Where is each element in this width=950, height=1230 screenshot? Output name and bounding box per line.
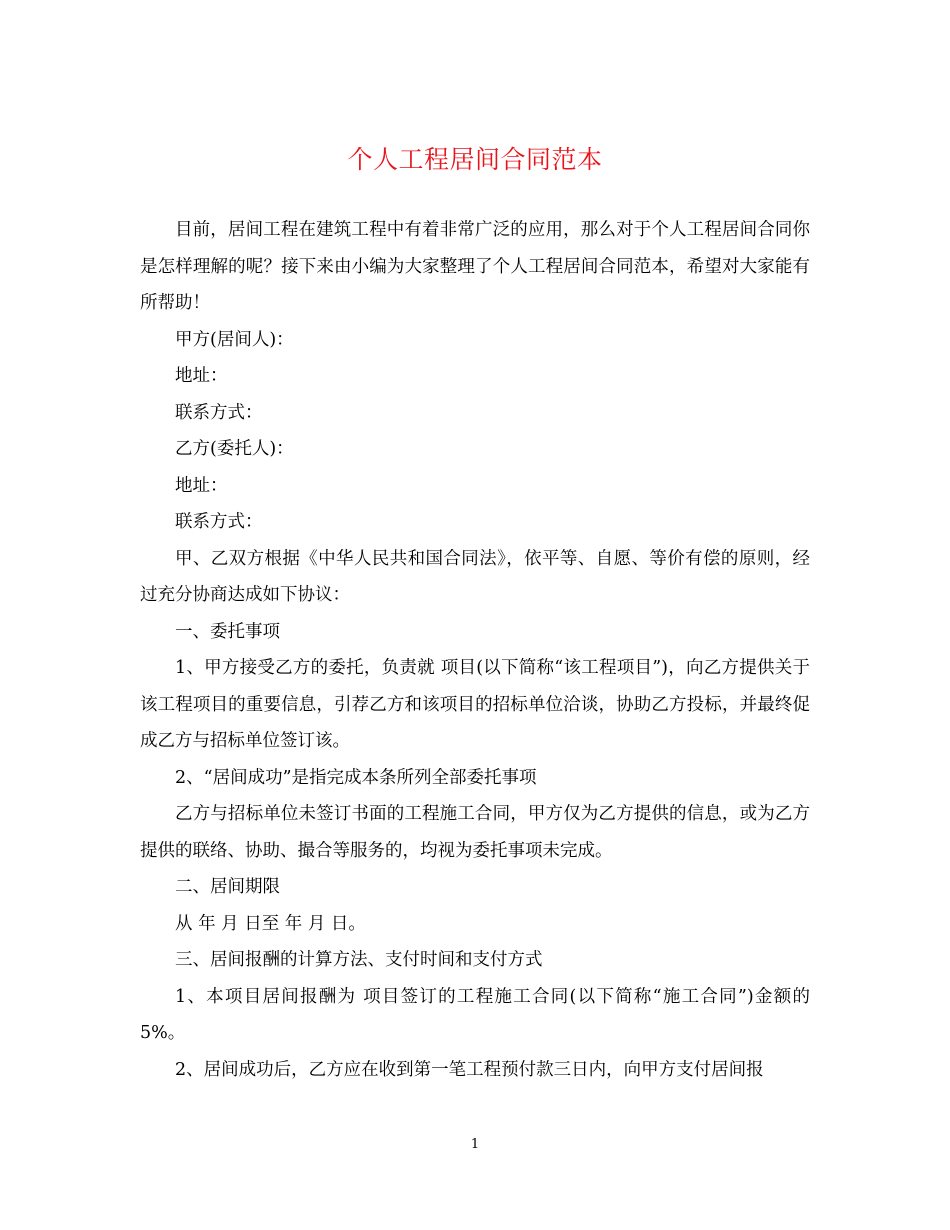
- document-body: [140, 212, 810, 1088]
- party-b-line: 乙方(委托人)：: [175, 439, 294, 459]
- clause-1-2: 2、“居间成功”是指完成本条所列全部委托事项: [175, 767, 537, 788]
- clause-1-2-detail: 乙方与招标单位未签订书面的工程施工合同，甲方仅为乙方提供的信息，或为乙方提供的联络、协助、撮合等服务的，均视为委托事项未完成。: [140, 804, 810, 861]
- party-a-line: 甲方(居间人)：: [175, 329, 294, 350]
- party-b-address-line: 地址：: [175, 475, 228, 496]
- party-a-contact-line: 联系方式：: [175, 402, 263, 423]
- party-b-contact-line: 联系方式：: [175, 512, 263, 532]
- section-heading-remuneration: 三、居间报酬的计算方法、支付时间和支付方式: [175, 950, 543, 970]
- intro-paragraph: 目前，居间工程在建筑工程中有着非常广泛的应用，那么对于个人工程居间合同你是怎样理解的呢？接下来由小编为大家整理了个人工程居间合同范本，希望对大家能有所帮助！: [140, 220, 810, 313]
- section-heading-term: 二、居间期限: [175, 877, 280, 897]
- clause-3-2: 2、居间成功后，乙方应在收到第一笔工程预付款三日内，向甲方支付居间报: [175, 1059, 764, 1080]
- clause-3-1: 1、本项目居间报酬为 项目签订的工程施工合同(以下简称“施工合同”)金额的5%。: [140, 986, 810, 1043]
- section-heading-entrusted-matters: 一、委托事项: [175, 621, 280, 642]
- page-number: 1: [470, 1137, 480, 1152]
- clause-1-1: 1、甲方接受乙方的委托，负责就 项目(以下简称“该工程项目”)，向乙方提供关于该工程项目的重要信息，引荐乙方和该项目的招标单位洽谈，协助乙方投标，并最终促成乙方与招标单位签订该。: [140, 658, 810, 751]
- term-dates-line: 从 年 月 日至 年 月 日。: [175, 913, 366, 934]
- agreement-preamble: 甲、乙双方根据《中华人民共和国合同法》，依平等、自愿、等价有偿的原则，经过充分协商达成如下协议：: [140, 548, 810, 605]
- party-a-address-line: 地址：: [175, 366, 228, 386]
- document-title: 个人工程居间合同范本: [347, 145, 603, 174]
